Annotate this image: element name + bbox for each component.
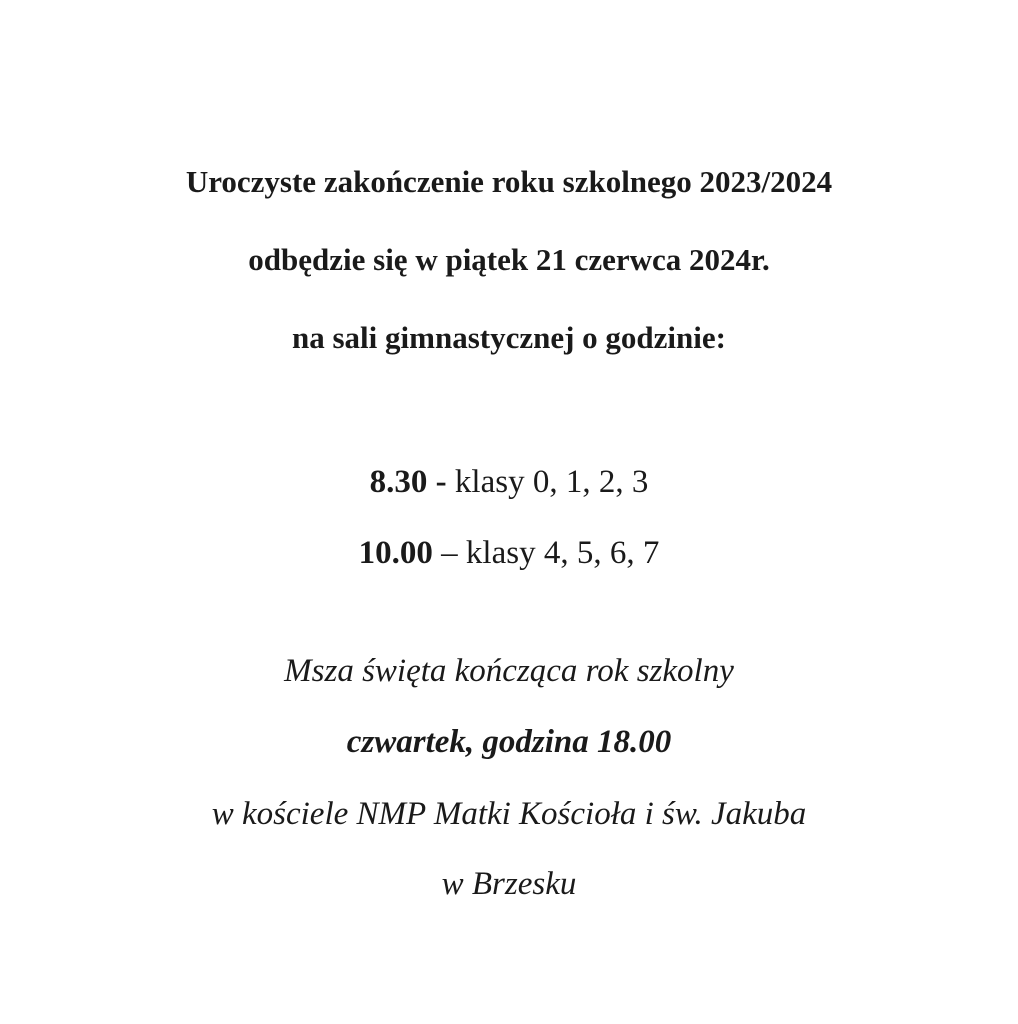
mass-title: Msza święta kończąca rok szkolny	[284, 653, 734, 689]
heading-line-3: na sali gimnastycznej o godzinie:	[292, 320, 726, 355]
schedule-classes: – klasy 4, 5, 6, 7	[432, 535, 660, 571]
schedule-time: 8.30 -	[369, 464, 447, 500]
schedule-time: 10.00	[358, 535, 433, 571]
schedule-classes: klasy 0, 1, 2, 3	[446, 464, 649, 500]
mass-town: w Brzesku	[441, 866, 577, 902]
mass-time: czwartek, godzina 18.00	[346, 724, 672, 760]
mass-location: w kościele NMP Matki Kościoła i św. Jakuba	[211, 796, 807, 832]
schedule-row-2	[0, 537, 1018, 570]
heading-line-1: Uroczyste zakończenie roku szkolnego 2023/2024	[185, 164, 833, 199]
schedule-row-1	[0, 466, 1018, 499]
heading-line-2: odbędzie się w piątek 21 czerwca 2024r.	[248, 242, 770, 277]
